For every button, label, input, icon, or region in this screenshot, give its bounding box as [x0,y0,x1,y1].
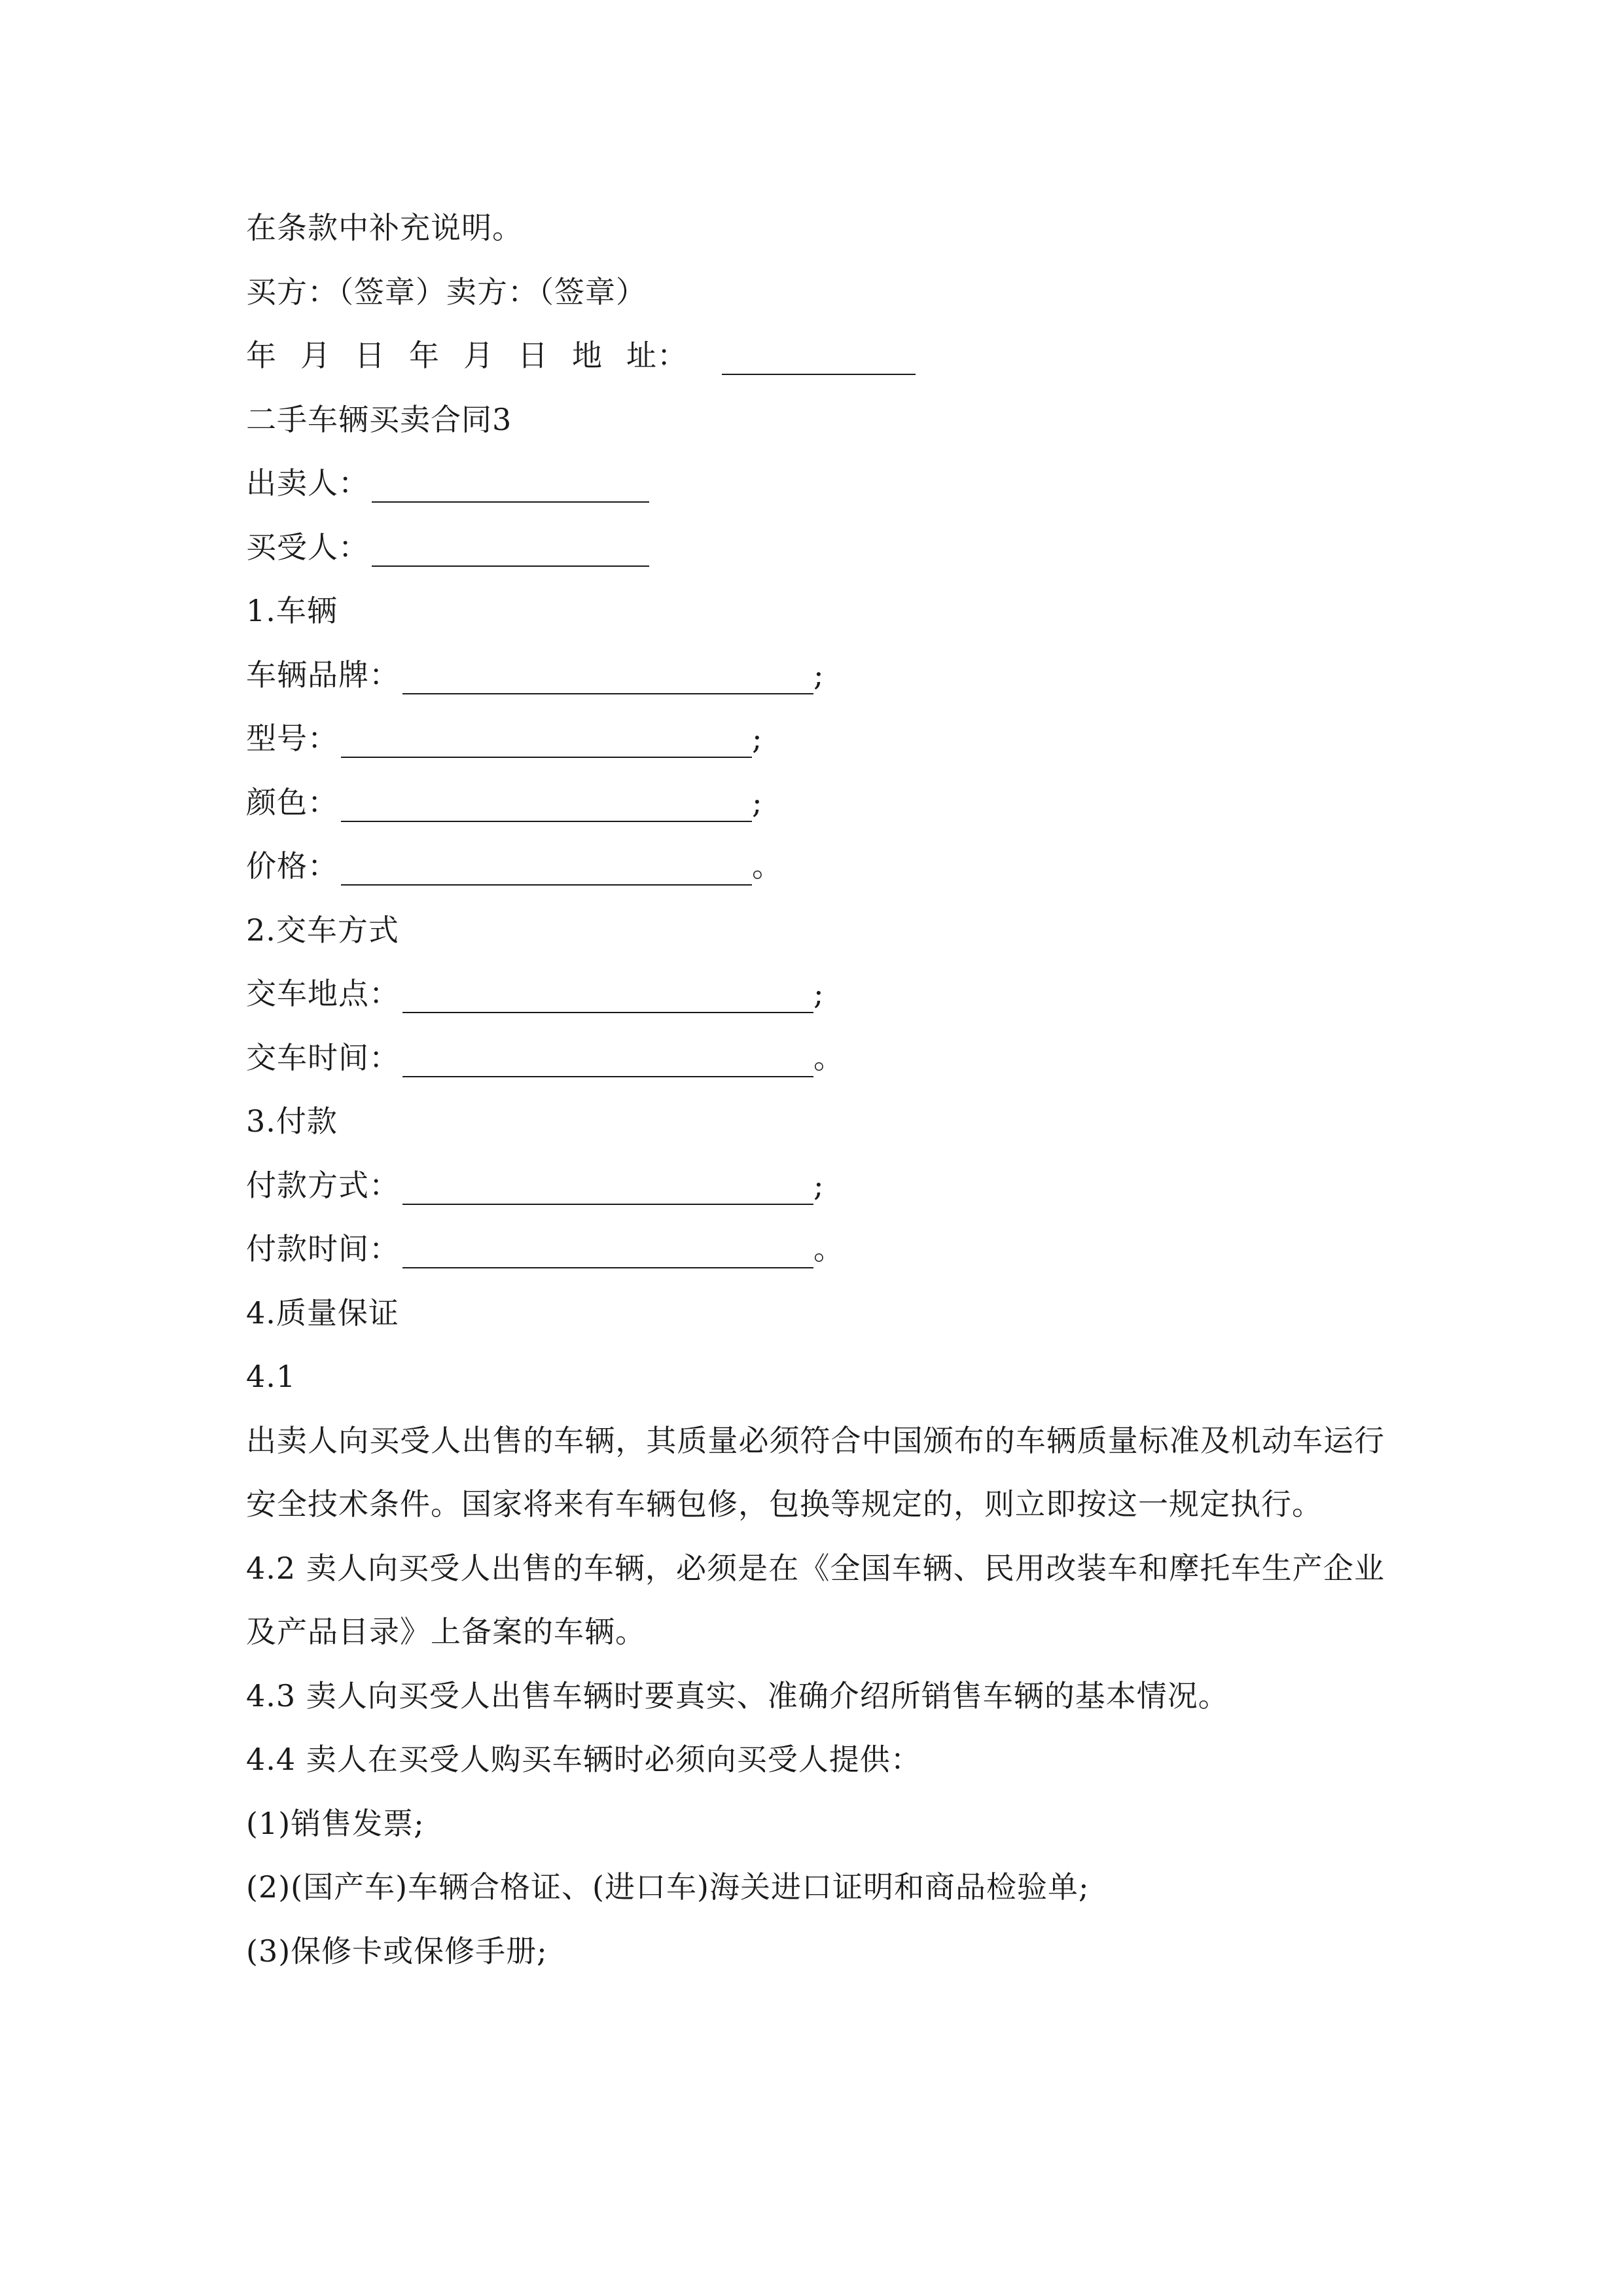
clause-paragraph: 4.2 卖人向买受人出售的车辆，必须是在《全国车辆、民用改装车和摩托车生产企业及产品目录》上备案的车辆。 [246,1550,1385,1649]
clause-paragraph: 出卖人向买受人出售的车辆，其质量必须符合中国颁布的车辆质量标准及机动车运行安全技术条件。国家将来有车辆包修，包换等规定的，则立即按这一规定执行。 [246,1422,1385,1522]
date-char: 月 [463,338,494,373]
address-char: 地 [572,338,603,373]
date-char: 年 [409,338,440,373]
model-blank[interactable] [341,717,752,758]
price-blank[interactable] [341,845,752,886]
delivery-time-blank[interactable] [402,1037,813,1077]
text-line: 在条款中补充说明。 [246,210,523,245]
section-heading: 2.交车方式 [246,912,399,948]
signature-line: 买方：（签章）卖方：（签章） [246,274,647,310]
delivery-time-label: 交车时间： [246,1039,400,1075]
delivery-place-line [246,962,1385,1026]
seller-label: 出卖人： [246,465,369,501]
date-char: 日 [518,338,548,373]
delivery-place-label: 交车地点： [246,976,400,1011]
address-blank[interactable] [722,334,916,375]
brand-label: 车辆品牌： [246,656,400,692]
line-suffix: ; [813,976,825,1011]
delivery-place-blank[interactable] [402,973,813,1013]
date-char: 日 [355,338,385,373]
payment-time-blank[interactable] [402,1228,813,1268]
payment-method-label: 付款方式： [246,1167,400,1203]
line-suffix: 。 [752,848,783,884]
payment-method-blank[interactable] [402,1164,813,1205]
line-suffix: ; [752,784,763,820]
contract-title: 二手车辆买卖合同3 [246,401,512,437]
clause-line: 4.3 卖人向买受人出售车辆时要真实、准确介绍所销售车辆的基本情况。 [246,1677,1229,1713]
clause-line: 4.4 卖人在买受人购买车辆时必须向买受人提供： [246,1742,921,1777]
buyer-line [246,516,1385,580]
color-line [246,771,1385,835]
seller-blank[interactable] [372,462,649,503]
payment-time-line [246,1217,1385,1282]
section-heading: 1.车辆 [246,593,338,628]
date-char: 月 [300,338,331,373]
brand-line [246,643,1385,708]
price-line [246,834,1385,899]
delivery-time-line [246,1026,1385,1090]
seller-line [246,452,1385,516]
line-suffix: 。 [813,1039,844,1075]
model-line [246,707,1385,771]
brand-blank[interactable] [402,654,813,694]
color-label: 颜色： [246,784,338,820]
buyer-label: 买受人： [246,529,369,565]
list-item: (3)保修卡或保修手册; [246,1933,548,1969]
section-heading: 3.付款 [246,1103,338,1139]
date-address-line [246,324,1385,388]
address-label: 址： [626,338,688,373]
color-blank[interactable] [341,781,752,822]
section-heading: 4.质量保证 [246,1295,399,1331]
line-suffix: ; [813,1167,825,1203]
line-suffix: 。 [813,1231,844,1266]
list-item: (1)销售发票; [246,1805,425,1841]
buyer-blank[interactable] [372,526,649,567]
payment-time-label: 付款时间： [246,1231,400,1266]
line-suffix: ; [752,721,763,756]
list-item: (2)(国产车)车辆合格证、(进口车)海关进口证明和商品检验单; [246,1869,1090,1905]
price-label: 价格： [246,848,338,884]
model-label: 型号： [246,721,338,756]
clause-number: 4.1 [246,1359,296,1394]
payment-method-line [246,1154,1385,1218]
date-char: 年 [246,338,277,373]
document-body [246,196,1385,1983]
line-suffix: ; [813,656,825,692]
